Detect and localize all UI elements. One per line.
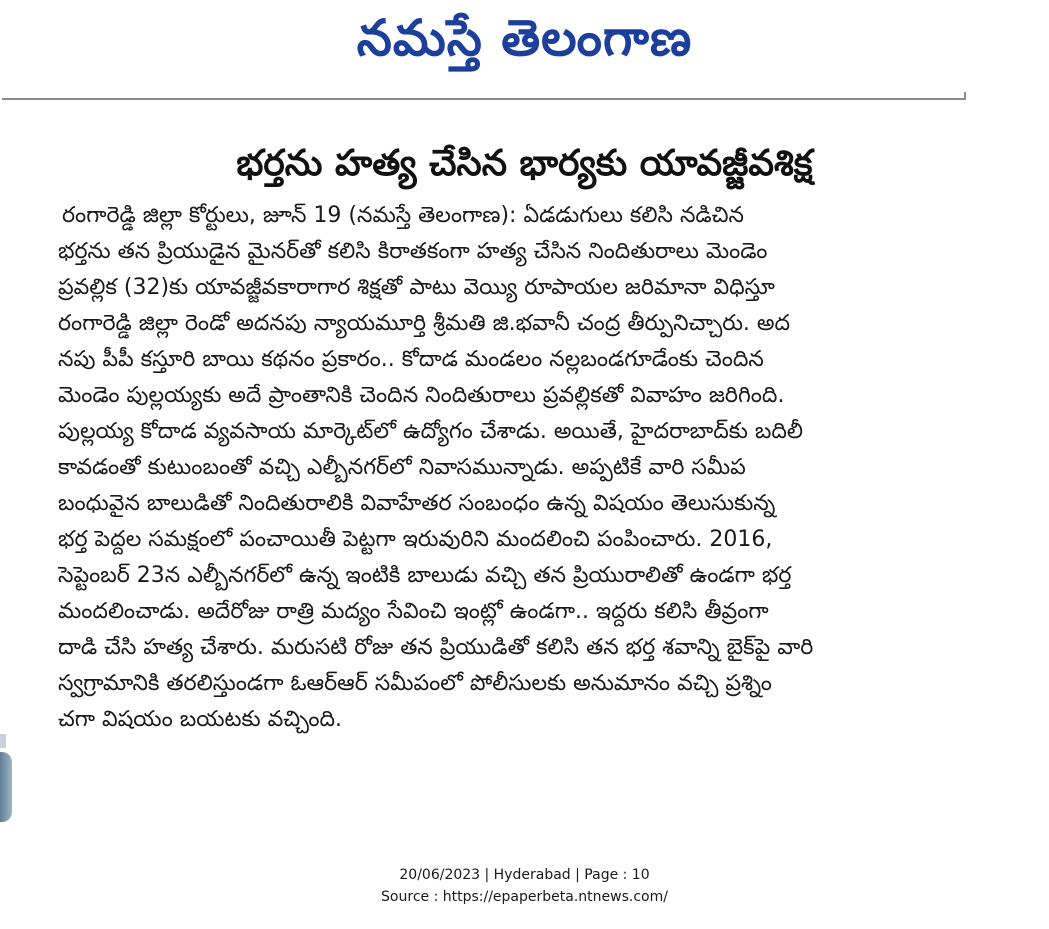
masthead-divider (2, 98, 966, 100)
article-line: భర్త పెద్దల సమక్షంలో పంచాయితీ పెట్టగా ఇరువురిని మందలించి పంపించారు. 2016, (58, 527, 773, 552)
article-headline: భర్తను హత్య చేసిన భార్యకు యావజ్జీవశిక్ష (236, 143, 813, 184)
adjacent-page-fragment (0, 752, 12, 822)
article-line: మందలించాడు. అదేరోజు రాత్రి మద్యం సేవించి ఇంట్లో ఉండగా.. ఇద్దరు కలిసి తీవ్రంగా (58, 599, 769, 624)
article-line: ప్రవల్లిక (32)కు యావజ్జీవకారాగార శిక్షతో పాటు వెయ్యి రూపాయల జరిమానా విధిస్తూ (58, 275, 775, 300)
footer-source: Source : https://epaperbeta.ntnews.com/ (381, 889, 668, 905)
newspaper-logo: నమస్తే తెలంగాణ (356, 9, 693, 67)
footer-dateline: 20/06/2023 | Hyderabad | Page : 10 (399, 867, 650, 883)
article-line: దాడి చేసి హత్య చేశారు. మరుసటి రోజు తన ప్రియుడితో కలిసి తన భర్త శవాన్ని బైక్‌పై వారి (58, 635, 814, 660)
article-line: భర్తను తన ప్రియుడైన మైనర్‌తో కలిసి కిరాతకంగా హత్య చేసిన నిందితురాలు మెండెం (58, 239, 768, 264)
article-line: మెండెం పుల్లయ్యకు అదే ప్రాంతానికి చెందిన నిందితురాలు ప్రవల్లికతో వివాహం జరిగింది. (58, 383, 785, 408)
article-line: స్వగ్రామానికి తరలిస్తుండగా ఓఆర్ఆర్ సమీపంలో పోలీసులకు అనుమానం వచ్చి ప్రశ్నిం (58, 671, 772, 696)
masthead (0, 0, 1049, 110)
article-line: కావడంతో కుటుంబంతో వచ్చి ఎల్బీనగర్‌లో నివాసమున్నాడు. అప్పటికే వారి సమీప (58, 455, 746, 480)
article-line: రంగారెడ్డి జిల్లా రెండో అదనపు న్యాయమూర్తి శ్రీమతి జి.భవానీ చంద్ర తీర్పునిచ్చారు. అద (58, 311, 791, 336)
article-line: చగా విషయం బయటకు వచ్చింది. (58, 707, 343, 732)
page-footer (0, 864, 1049, 908)
article-line: రంగారెడ్డి జిల్లా కోర్టులు, జూన్ 19 (నమస్తే తెలంగాణ): ఏడడుగులు కలిసి నడిచిన (62, 203, 744, 228)
article-line: సెప్టెంబర్ 23న ఎల్బీనగర్‌లో ఉన్న ఇంటికి బాలుడు వచ్చి తన ప్రియురాలితో ఉండగా భర్త (58, 563, 792, 588)
article-line: నపు పీపీ కస్తూరి బాయి కథనం ప్రకారం.. కోదాడ మండలం నల్లబండగూడేంకు చెందిన (58, 347, 764, 372)
article-line: బంధువైన బాలుడితో నిందితురాలికి వివాహేతర సంబంధం ఉన్న విషయం తెలుసుకున్న (58, 491, 776, 516)
article-body (58, 198, 968, 738)
article-line: పుల్లయ్య కోదాడ వ్యవసాయ మార్కెట్‌లో ఉద్యోగం చేశాడు. అయితే, హైదరాబాద్‌కు బదిలీ (58, 419, 804, 444)
